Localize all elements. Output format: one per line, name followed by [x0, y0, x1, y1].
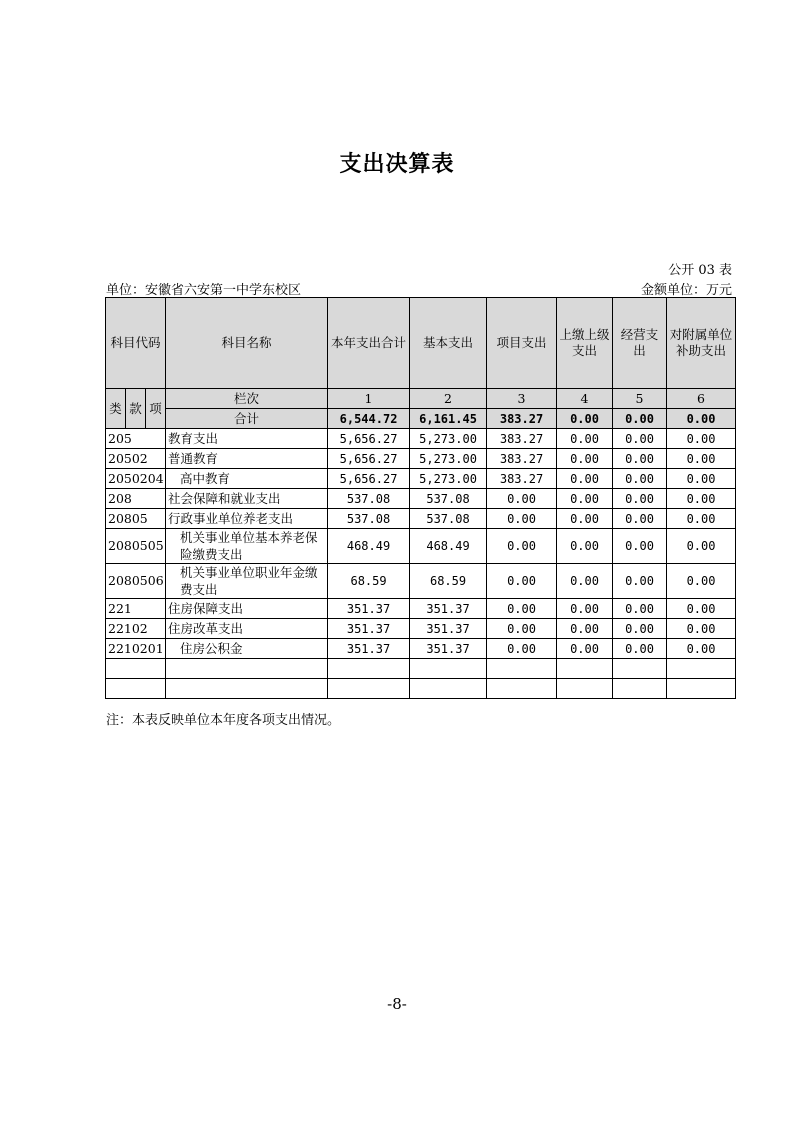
table-row	[106, 639, 736, 659]
row-upper: 0.00	[557, 429, 613, 449]
row-business: 0.00	[613, 429, 667, 449]
row-basic: 537.08	[410, 489, 487, 509]
header-upper: 上缴上级支出	[557, 298, 613, 389]
lanci-col-3: 3	[487, 389, 557, 409]
header-lei: 类	[106, 389, 126, 429]
header-total: 本年支出合计	[328, 298, 410, 389]
row-business: 0.00	[613, 469, 667, 489]
unit-label: 单位：安徽省六安第一中学东校区	[106, 283, 302, 298]
row-name: 高中教育	[166, 469, 328, 489]
table-row	[106, 449, 736, 469]
row-total: 537.08	[328, 489, 410, 509]
total-subsidy: 0.00	[667, 409, 736, 429]
header-subsidy: 对附属单位补助支出	[667, 298, 736, 389]
page-number-wrap	[0, 995, 794, 1013]
row-name: 机关事业单位职业年金缴费支出	[166, 564, 328, 599]
empty-row	[106, 659, 736, 679]
row-upper: 0.00	[557, 599, 613, 619]
lanci-label: 栏次	[166, 389, 328, 409]
row-upper: 0.00	[557, 639, 613, 659]
row-business: 0.00	[613, 509, 667, 529]
total-project: 383.27	[487, 409, 557, 429]
row-upper: 0.00	[557, 449, 613, 469]
lanci-col-6: 6	[667, 389, 736, 409]
lanci-col-1: 1	[328, 389, 410, 409]
row-upper: 0.00	[557, 489, 613, 509]
table-row	[106, 429, 736, 449]
row-code: 2210201	[106, 639, 166, 659]
row-project: 0.00	[487, 564, 557, 599]
table-row	[106, 529, 736, 564]
row-total: 351.37	[328, 619, 410, 639]
table-row	[106, 564, 736, 599]
row-basic: 351.37	[410, 599, 487, 619]
header-name: 科目名称	[166, 298, 328, 389]
row-code: 20502	[106, 449, 166, 469]
row-subsidy: 0.00	[667, 619, 736, 639]
table-row	[106, 619, 736, 639]
header-kuan: 款	[126, 389, 146, 429]
row-name: 行政事业单位养老支出	[166, 509, 328, 529]
row-total: 5,656.27	[328, 469, 410, 489]
row-code: 2050204	[106, 469, 166, 489]
row-subsidy: 0.00	[667, 509, 736, 529]
page-title: 支出决算表	[339, 152, 455, 177]
total-upper: 0.00	[557, 409, 613, 429]
row-total: 351.37	[328, 639, 410, 659]
row-code: 22102	[106, 619, 166, 639]
total-business: 0.00	[613, 409, 667, 429]
row-project: 0.00	[487, 599, 557, 619]
row-subsidy: 0.00	[667, 564, 736, 599]
row-upper: 0.00	[557, 619, 613, 639]
row-total: 5,656.27	[328, 449, 410, 469]
row-name: 普通教育	[166, 449, 328, 469]
header-xiang: 项	[146, 389, 166, 429]
lanci-col-4: 4	[557, 389, 613, 409]
table-row	[106, 509, 736, 529]
row-upper: 0.00	[557, 469, 613, 489]
row-business: 0.00	[613, 599, 667, 619]
row-project: 383.27	[487, 449, 557, 469]
row-project: 0.00	[487, 619, 557, 639]
row-basic: 468.49	[410, 529, 487, 564]
row-basic: 5,273.00	[410, 429, 487, 449]
row-subsidy: 0.00	[667, 639, 736, 659]
row-business: 0.00	[613, 529, 667, 564]
row-code: 20805	[106, 509, 166, 529]
row-project: 383.27	[487, 469, 557, 489]
row-upper: 0.00	[557, 564, 613, 599]
row-upper: 0.00	[557, 529, 613, 564]
row-business: 0.00	[613, 619, 667, 639]
row-project: 0.00	[487, 639, 557, 659]
table-row	[106, 599, 736, 619]
row-business: 0.00	[613, 489, 667, 509]
row-total: 68.59	[328, 564, 410, 599]
row-project: 0.00	[487, 529, 557, 564]
row-basic: 351.37	[410, 619, 487, 639]
total-label: 合计	[166, 409, 328, 429]
row-code: 221	[106, 599, 166, 619]
table-row	[106, 469, 736, 489]
row-basic: 5,273.00	[410, 449, 487, 469]
row-upper: 0.00	[557, 509, 613, 529]
header-code: 科目代码	[106, 298, 166, 389]
row-total: 537.08	[328, 509, 410, 529]
expenditure-table	[105, 297, 736, 699]
row-subsidy: 0.00	[667, 469, 736, 489]
row-code: 2080506	[106, 564, 166, 599]
row-project: 383.27	[487, 429, 557, 449]
table-note: 注：本表反映单位本年度各项支出情况。	[106, 713, 341, 728]
total-basic: 6,161.45	[410, 409, 487, 429]
row-project: 0.00	[487, 489, 557, 509]
row-basic: 5,273.00	[410, 469, 487, 489]
row-subsidy: 0.00	[667, 529, 736, 564]
lanci-col-2: 2	[410, 389, 487, 409]
row-name: 社会保障和就业支出	[166, 489, 328, 509]
row-business: 0.00	[613, 449, 667, 469]
row-name: 住房改革支出	[166, 619, 328, 639]
row-code: 208	[106, 489, 166, 509]
row-total: 468.49	[328, 529, 410, 564]
row-code: 205	[106, 429, 166, 449]
row-business: 0.00	[613, 564, 667, 599]
row-total: 351.37	[328, 599, 410, 619]
money-unit-label: 金额单位：万元	[640, 283, 732, 298]
row-subsidy: 0.00	[667, 429, 736, 449]
row-name: 住房公积金	[166, 639, 328, 659]
header-business: 经营支出	[613, 298, 667, 389]
row-basic: 351.37	[410, 639, 487, 659]
header-row	[106, 298, 736, 389]
row-total: 5,656.27	[328, 429, 410, 449]
lanci-row	[106, 389, 736, 409]
row-name: 教育支出	[166, 429, 328, 449]
row-project: 0.00	[487, 509, 557, 529]
total-row	[106, 409, 736, 429]
page-number: -8-	[387, 995, 407, 1013]
row-name: 住房保障支出	[166, 599, 328, 619]
row-basic: 68.59	[410, 564, 487, 599]
row-code: 2080505	[106, 529, 166, 564]
total-total: 6,544.72	[328, 409, 410, 429]
table-row	[106, 489, 736, 509]
row-subsidy: 0.00	[667, 449, 736, 469]
empty-row	[106, 679, 736, 699]
header-basic: 基本支出	[410, 298, 487, 389]
row-subsidy: 0.00	[667, 599, 736, 619]
row-basic: 537.08	[410, 509, 487, 529]
row-subsidy: 0.00	[667, 489, 736, 509]
row-business: 0.00	[613, 639, 667, 659]
row-name: 机关事业单位基本养老保险缴费支出	[166, 529, 328, 564]
form-number: 公开 03 表	[668, 263, 732, 278]
lanci-col-5: 5	[613, 389, 667, 409]
header-project: 项目支出	[487, 298, 557, 389]
